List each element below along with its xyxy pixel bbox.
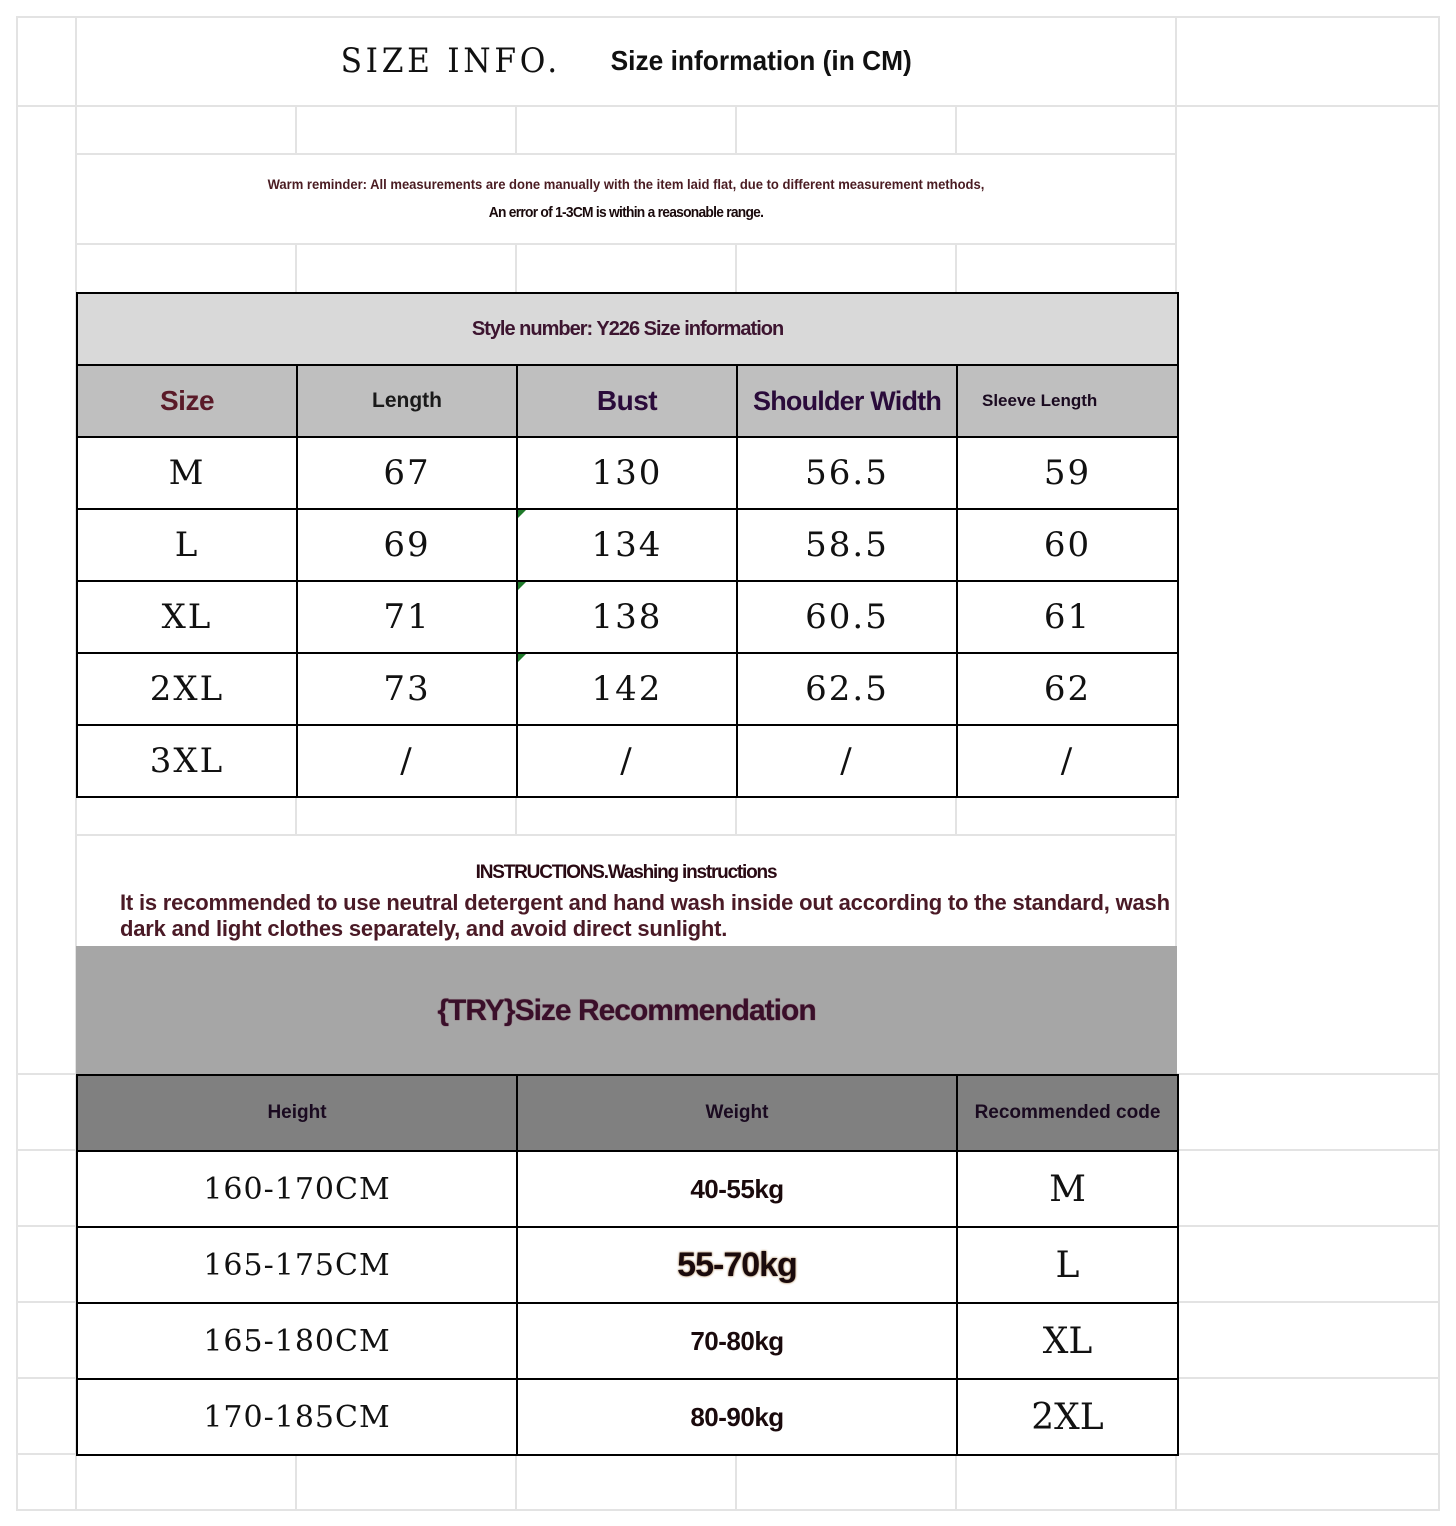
grid-line [515,796,517,836]
column-header-size: Size [77,365,297,437]
grid-line [295,796,297,836]
cell-height: 165-180CM [77,1303,517,1379]
table-row [77,653,1178,725]
cell-weight: 70-80kg [517,1303,957,1379]
cell-size: XL [77,581,297,653]
column-header-length: Length [297,365,517,437]
column-header-recommended-code: Recommended code [957,1075,1178,1151]
size-table-title-row [77,293,1178,365]
grid-line [955,796,957,836]
cell-shoulder-width: 60.5 [737,581,957,653]
size-table [76,292,1179,798]
grid-line [735,1453,737,1511]
table-row [77,437,1178,509]
cell-shoulder-width: 56.5 [737,437,957,509]
title-size-info: SIZE INFO. [340,41,561,81]
column-header-shoulder-width: Shoulder Width [737,365,957,437]
cell-sleeve-length: 60 [957,509,1178,581]
cell-recommended-code: XL [957,1303,1178,1379]
cell-sleeve-length: / [957,725,1178,797]
cell-sleeve-length: 59 [957,437,1178,509]
size-table-header-row [77,365,1178,437]
reminder-line-1: Warm reminder: All measurements are done manually with the item laid flat, due to different measurement methods, [267,176,985,192]
grid-line [735,796,737,836]
table-row [77,1227,1178,1303]
grid-line [1438,16,1440,1511]
cell-shoulder-width: 62.5 [737,653,957,725]
size-recommendation-title: {TRY}Size Recommendation [437,993,816,1027]
cell-length: 73 [297,653,517,725]
grid-line [515,1453,517,1511]
column-header-height: Height [77,1075,517,1151]
measurement-reminder [76,156,1176,244]
page-title [76,16,1176,106]
comment-marker-icon [518,582,526,590]
cell-bust [517,653,737,725]
cell-recommended-code: 2XL [957,1379,1178,1455]
cell-sleeve-length: 61 [957,581,1178,653]
grid-line [955,105,957,153]
grid-line [295,1453,297,1511]
cell-length: 69 [297,509,517,581]
cell-bust-value: 138 [591,597,663,637]
column-header-bust: Bust [517,365,737,437]
comment-marker-icon [518,654,526,662]
cell-bust-value: 134 [591,525,663,565]
cell-height: 160-170CM [77,1151,517,1227]
grid-line [735,105,737,153]
washing-instructions [76,836,1176,946]
cell-height: 165-175CM [77,1227,517,1303]
table-row [77,509,1178,581]
column-header-sleeve-length: Sleeve Length [957,365,1178,437]
grid-line [735,243,737,293]
cell-recommended-code: L [957,1227,1178,1303]
table-row [77,581,1178,653]
reminder-line-2: An error of 1-3CM is within a reasonable range. [488,204,764,221]
size-recommendation-banner [76,946,1177,1075]
instructions-title: INSTRUCTIONS.Washing instructions [475,862,777,883]
cell-shoulder-width: / [737,725,957,797]
table-row [77,1303,1178,1379]
cell-bust: / [517,725,737,797]
cell-size: M [77,437,297,509]
cell-bust [517,581,737,653]
grid-line [76,153,1176,155]
cell-weight: 55-70kg [517,1227,957,1303]
grid-line [955,1453,957,1511]
table-row [77,725,1178,797]
cell-bust: 130 [517,437,737,509]
grid-line [295,105,297,153]
grid-line [515,243,517,293]
grid-line [295,243,297,293]
cell-recommended-code: M [957,1151,1178,1227]
cell-bust-value: 142 [591,669,663,709]
recommendation-header-row [77,1075,1178,1151]
column-header-weight: Weight [517,1075,957,1151]
grid-line [16,1509,1440,1511]
cell-length: 71 [297,581,517,653]
cell-shoulder-width: 58.5 [737,509,957,581]
cell-size: 2XL [77,653,297,725]
grid-line [515,105,517,153]
cell-weight: 80-90kg [517,1379,957,1455]
cell-bust [517,509,737,581]
instructions-body: It is recommended to use neutral detergent and hand wash inside out according to the standard, wash dark and light clothes separately, and avoid direct sunlight. [120,890,1170,941]
grid-line [16,16,18,1511]
style-number-title: Style number: Y226 Size information [77,293,1178,365]
comment-marker-icon [518,510,526,518]
cell-weight: 40-55kg [517,1151,957,1227]
table-row [77,1379,1178,1455]
grid-line [955,243,957,293]
cell-size: 3XL [77,725,297,797]
cell-height: 170-185CM [77,1379,517,1455]
title-size-information: Size information (in CM) [610,45,912,76]
cell-sleeve-length: 62 [957,653,1178,725]
table-row [77,1151,1178,1227]
cell-length: 67 [297,437,517,509]
cell-length: / [297,725,517,797]
cell-size: L [77,509,297,581]
recommendation-table [76,1074,1179,1456]
